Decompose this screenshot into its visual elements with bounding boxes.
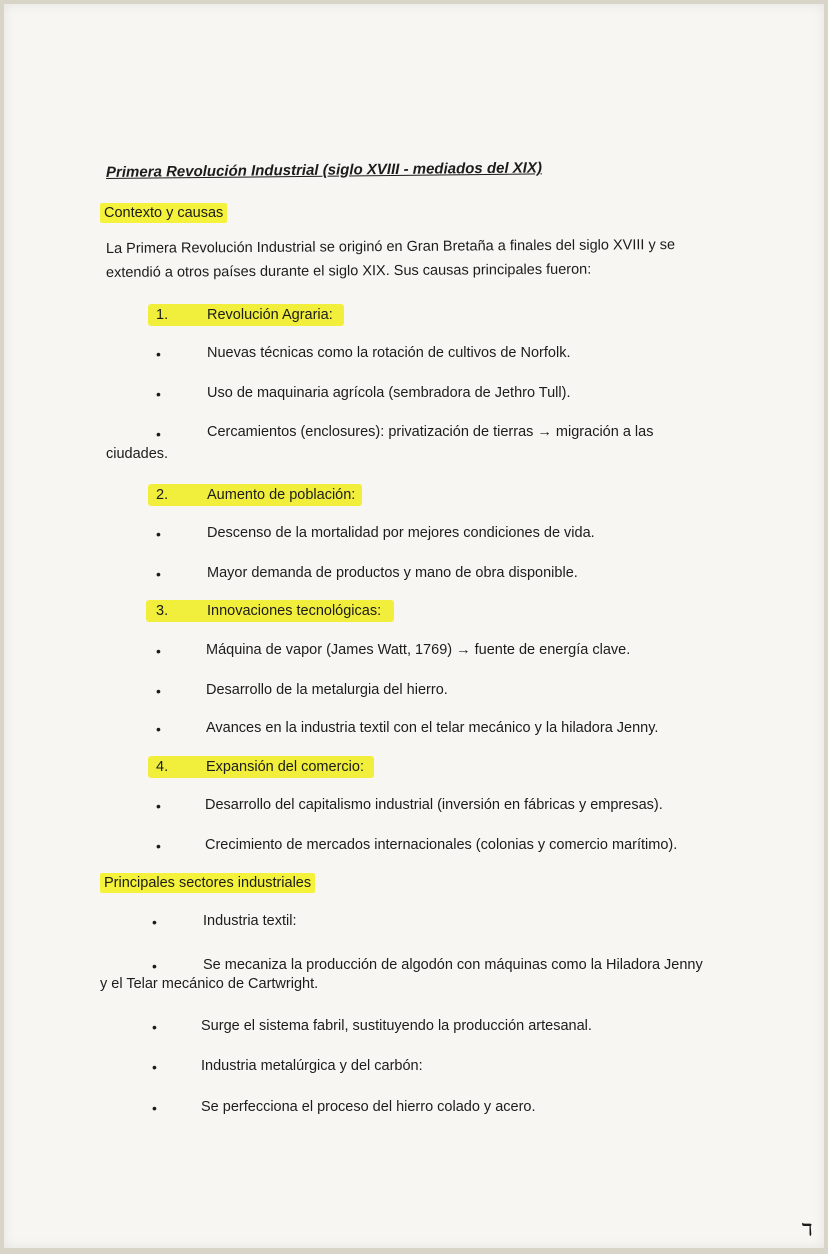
section-heading-contexto <box>100 204 227 222</box>
page-title: Primera Revolución Industrial (siglo XVIII - mediados del XIX) <box>105 159 542 181</box>
list-item-continuation: y el Telar mecánico de Cartwright. <box>100 976 319 992</box>
cause-number-2: 2. <box>156 487 169 503</box>
bullet-icon: • <box>156 838 161 854</box>
intro-line-2: extendió a otros países durante el siglo XIX. Sus causas principales fueron: <box>105 261 592 281</box>
bullet-icon: • <box>156 643 161 659</box>
list-item: Se perfecciona el proceso del hierro colado y acero. <box>201 1099 536 1115</box>
section-heading-sectores <box>100 874 315 892</box>
cause-label-4: Expansión del comercio: <box>206 759 364 775</box>
cause-number-4: 4. <box>156 759 169 775</box>
list-item: Descenso de la mortalidad por mejores condiciones de vida. <box>207 525 595 541</box>
list-item: Mayor demanda de productos y mano de obra disponible. <box>207 565 578 581</box>
cause-label-2: Aumento de población: <box>207 487 356 503</box>
bullet-icon: • <box>156 426 161 442</box>
cause-number-3: 3. <box>156 603 169 619</box>
list-item: Crecimiento de mercados internacionales (colonias y comercio marítimo). <box>205 837 678 853</box>
list-item: Desarrollo del capitalismo industrial (inversión en fábricas y empresas). <box>205 797 663 813</box>
bullet-icon: • <box>156 683 161 699</box>
list-item: Industria metalúrgica y del carbón: <box>201 1058 423 1074</box>
page-corner-mark: ℸ <box>801 1222 812 1239</box>
list-item: Cercamientos (enclosures): privatización de tierras → migración a las <box>207 424 654 440</box>
bullet-icon: • <box>152 1059 157 1075</box>
bullet-icon: • <box>156 526 161 542</box>
list-item: Desarrollo de la metalurgia del hierro. <box>206 682 448 698</box>
list-item: Nuevas técnicas como la rotación de cultivos de Norfolk. <box>207 345 571 361</box>
list-item: Se mecaniza la producción de algodón con máquinas como la Hiladora Jenny <box>203 957 703 973</box>
intro-line-1: La Primera Revolución Industrial se originó en Gran Bretaña a finales del siglo XVIII y se <box>105 237 676 257</box>
list-item: Surge el sistema fabril, sustituyendo la producción artesanal. <box>201 1018 592 1034</box>
highlight-mark: Contexto y causas <box>100 203 227 223</box>
cause-label-1: Revolución Agraria: <box>207 307 333 323</box>
bullet-icon: • <box>156 798 161 814</box>
bullet-icon: • <box>152 958 157 974</box>
bullet-icon: • <box>152 914 157 930</box>
bullet-icon: • <box>152 1100 157 1116</box>
list-item: Industria textil: <box>203 913 297 929</box>
cause-number-1: 1. <box>156 307 169 323</box>
list-item: Avances en la industria textil con el telar mecánico y la hiladora Jenny. <box>206 720 659 736</box>
bullet-icon: • <box>152 1019 157 1035</box>
bullet-icon: • <box>156 346 161 362</box>
highlight-mark: Principales sectores industriales <box>100 873 315 893</box>
bullet-icon: • <box>156 566 161 582</box>
list-item-continuation: ciudades. <box>106 446 169 462</box>
cause-label-3: Innovaciones tecnológicas: <box>207 603 382 619</box>
list-item: Uso de maquinaria agrícola (sembradora de Jethro Tull). <box>207 385 571 401</box>
bullet-icon: • <box>156 386 161 402</box>
list-item: Máquina de vapor (James Watt, 1769) → fuente de energía clave. <box>206 642 631 658</box>
bullet-icon: • <box>156 721 161 737</box>
